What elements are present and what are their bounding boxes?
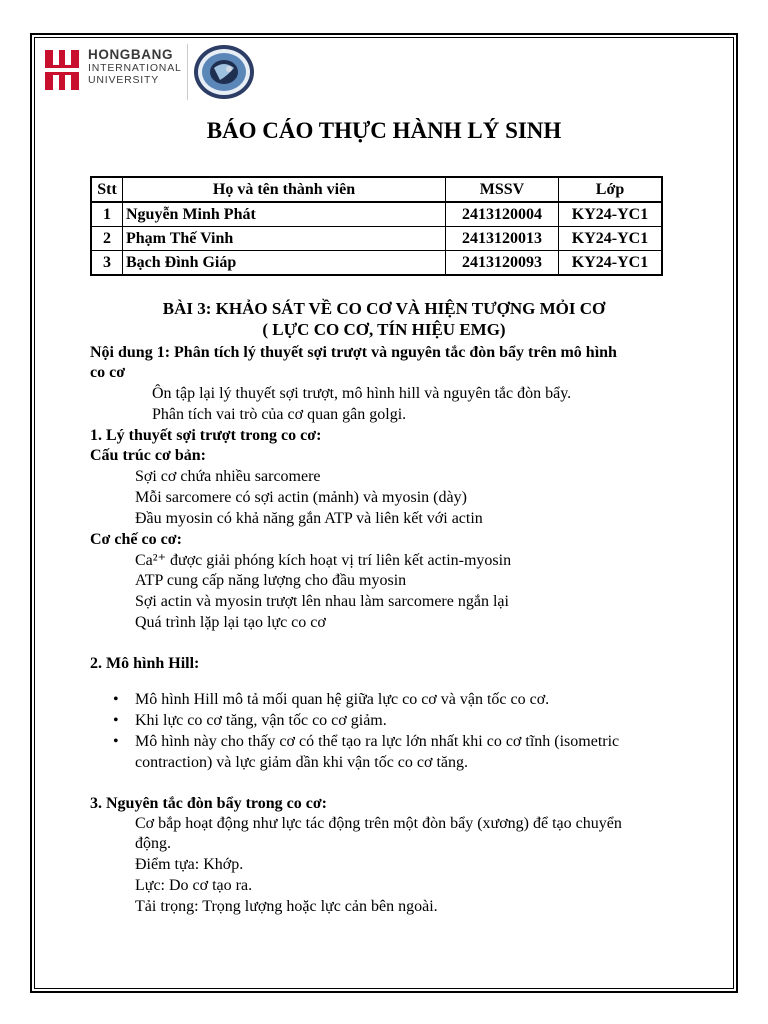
cell-stt: 3 <box>91 251 123 276</box>
lever-item: Điểm tựa: Khớp. <box>135 856 244 873</box>
table-header-row <box>91 177 662 202</box>
header-stt: Stt <box>91 177 123 202</box>
cell-mssv: 2413120093 <box>446 251 559 276</box>
bullet-icon: • <box>113 733 119 750</box>
structure-item: Mỗi sarcomere có sợi actin (mảnh) và myosin (dày) <box>135 489 467 506</box>
logo-line-2: INTERNATIONAL <box>88 62 182 74</box>
hongbang-h-icon <box>44 48 80 92</box>
cell-mssv: 2413120013 <box>446 227 559 251</box>
content1-item: Ôn tập lại lý thuyết sợi trượt, mô hình hill và nguyên tắc đòn bẩy. <box>152 385 572 402</box>
header-mssv: MSSV <box>446 177 559 202</box>
mechanism-item: Ca²⁺ được giải phóng kích hoạt vị trí liên kết actin-myosin <box>135 552 512 569</box>
cell-name: Bạch Đình Giáp <box>123 251 446 276</box>
lever-item: Tải trọng: Trọng lượng hoặc lực cản bên ngoài. <box>135 898 438 915</box>
list-item-text: Mô hình này cho thấy cơ có thể tạo ra lực lớn nhất khi co cơ tĩnh (isometric contraction) và lực giảm dần khi vận tốc co cơ tăng. <box>135 733 620 771</box>
section3-paragraph-line1: Cơ bắp hoạt động như lực tác động trên một đòn bẩy (xương) để tạo chuyển <box>135 815 622 832</box>
table-row <box>91 251 662 276</box>
cell-stt: 1 <box>91 202 123 227</box>
header-class: Lớp <box>559 177 663 202</box>
report-title: BÁO CÁO THỰC HÀNH LÝ SINH <box>206 118 562 143</box>
mechanism-item: ATP cung cấp năng lượng cho đầu myosin <box>135 572 407 589</box>
mechanism-item: Sợi actin và myosin trượt lên nhau làm sarcomere ngắn lại <box>135 593 509 610</box>
section1-heading: 1. Lý thuyết sợi trượt trong co cơ: <box>90 427 322 444</box>
cell-mssv: 2413120004 <box>446 202 559 227</box>
logo-line-1: HONGBANG <box>88 47 174 62</box>
header-name: Họ và tên thành viên <box>123 177 446 202</box>
structure-item: Đầu myosin có khả năng gắn ATP và liên kết với actin <box>135 510 483 527</box>
content1-heading-line2: co cơ <box>90 364 126 381</box>
university-logo <box>44 42 264 104</box>
bullet-icon: • <box>113 691 119 708</box>
mechanism-item: Quá trình lặp lại tạo lực co cơ <box>135 614 326 631</box>
cell-name: Phạm Thế Vinh <box>123 227 446 251</box>
mechanism-heading: Cơ chế co cơ: <box>90 531 182 548</box>
lesson-subtitle: ( LỰC CO CƠ, TÍN HIỆU EMG) <box>262 320 506 339</box>
lesson-title: BÀI 3: KHẢO SÁT VỀ CO CƠ VÀ HIỆN TƯỢNG MỎI CƠ <box>162 299 606 318</box>
faculty-seal-icon <box>187 42 257 102</box>
lever-item: Lực: Do cơ tạo ra. <box>135 877 253 894</box>
list-item <box>113 710 683 731</box>
list-item <box>113 731 683 773</box>
cell-class: KY24-YC1 <box>559 227 663 251</box>
cell-name: Nguyễn Minh Phát <box>123 202 446 227</box>
cell-stt: 2 <box>91 227 123 251</box>
list-item <box>113 689 683 710</box>
list-item-text: Mô hình Hill mô tả mối quan hệ giữa lực co cơ và vận tốc co cơ. <box>135 691 550 708</box>
list-item-text: Khi lực co cơ tăng, vận tốc co cơ giảm. <box>135 712 387 729</box>
content1-item: Phân tích vai trò của cơ quan gân golgi. <box>152 406 407 423</box>
table-row <box>91 202 662 227</box>
members-table <box>90 176 663 276</box>
section2-heading: 2. Mô hình Hill: <box>90 655 200 672</box>
cell-class: KY24-YC1 <box>559 202 663 227</box>
structure-heading: Cấu trúc cơ bản: <box>90 447 206 464</box>
content1-heading-line1: Nội dung 1: Phân tích lý thuyết sợi trượt và nguyên tắc đòn bẩy trên mô hình <box>90 344 617 361</box>
hill-model-list <box>113 689 683 773</box>
cell-class: KY24-YC1 <box>559 251 663 276</box>
logo-line-3: UNIVERSITY <box>88 74 160 86</box>
bullet-icon: • <box>113 712 119 729</box>
structure-item: Sợi cơ chứa nhiều sarcomere <box>135 468 321 485</box>
section3-heading: 3. Nguyên tắc đòn bẩy trong co cơ: <box>90 795 328 812</box>
logo-text <box>88 47 182 86</box>
table-row <box>91 227 662 251</box>
section3-paragraph-line2: động. <box>135 835 171 852</box>
